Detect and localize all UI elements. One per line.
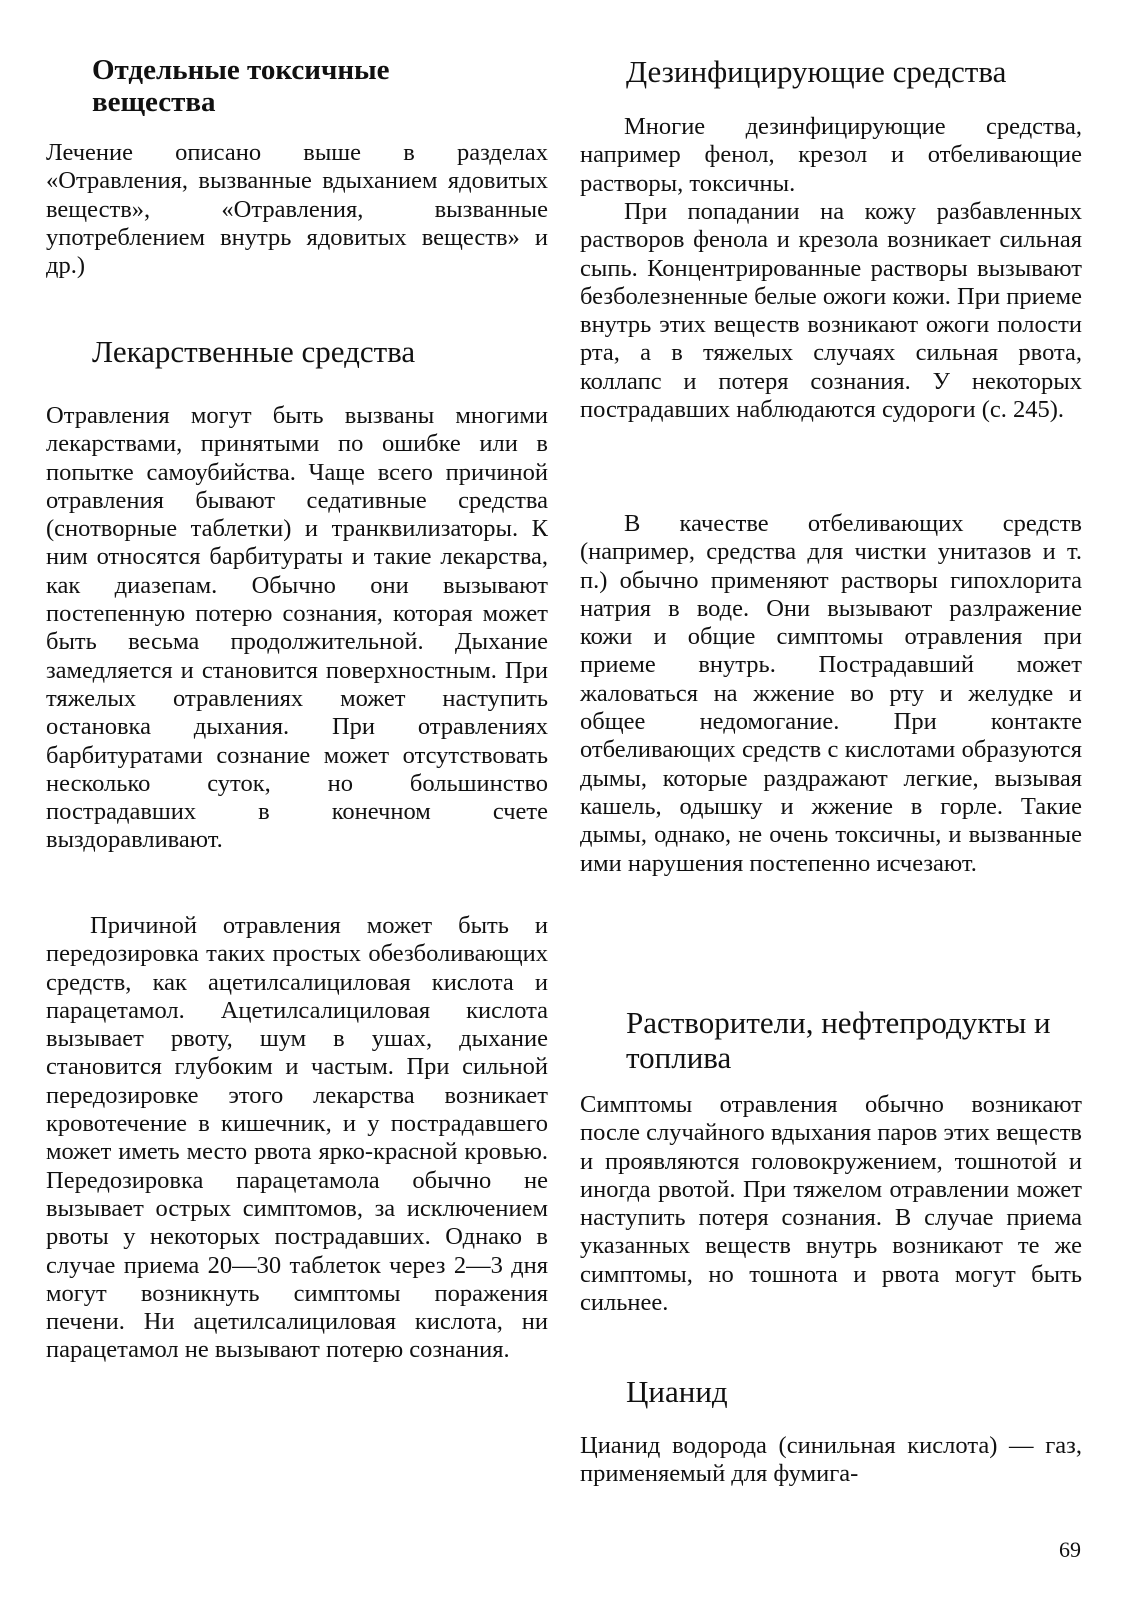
heading-disinfectants: Дезинфицирующие средства [626,54,1007,89]
heading-drugs: Лекарственные средства [92,334,416,369]
paragraph-drugs-2: Причиной отравления может быть и передозировка таких простых обезболивающих средств, как ацетилсалициловая кислота и парацетамол. Ацетилсалициловая кислота вызывает рвоту, шум в ушах, дыхание становится глубоким и частым. При сильной передозировке этого лекарства возникает кровотечение в кишечник, и у пострадавшего может иметь место рвота ярко-красной кровью. Передозировка парацетамола обычно не вызывает острых симптомов, за исключением рвоты у некоторых пострадавших. Однако в случае приема 20—30 таблеток через 2—3 дня могут возникнуть симптомы поражения печени. Ни ацетилсалициловая кислота, ни парацетамол не вызывают потерю сознания. [46,912,548,1364]
heading-cyanide: Цианид [626,1374,728,1409]
paragraph-cyanide: Цианид водорода (синильная кислота) — газ, применяемый для фумига- [580,1432,1082,1488]
paragraph-disinfectants-1: Многие дезинфицирующие средства, например фенол, крезол и отбеливающие растворы, токсичны. [580,113,1082,197]
heading-toxic-substances: Отдельные токсичные вещества [92,54,390,118]
paragraph-drugs-1: Отравления могут быть вызваны многими лекарствами, принятыми по ошибке или в попытке самоубийства. Чаще всего причиной отравления бывают седативные средства (снотворные таблетки) и транквилизаторы. К ним относятся барбитураты и такие лекарства, как диазепам. Обычно они вызывают постепенную потерю сознания, которая может быть весьма продолжительной. Дыхание замедляется и становится поверхностным. При тяжелых отравлениях может наступить остановка дыхания. При отравлениях барбитуратами сознание может отсутствовать несколько суток, но большинство пострадавших в конечном счете выздоравливают. [46,402,548,854]
paragraph-disinfectants-3: В качестве отбеливающих средств (например, средства для чистки унитазов и т. п.) обычно применяют растворы гипохлорита натрия в воде. Они вызывают разлражение кожи и общие симптомы отравления при приеме внутрь. Пострадавший может жаловаться на жжение во рту и желудке и общее недомогание. При контакте отбеливающих средств с кислотами образуются дымы, которые раздражают легкие, вызывая кашель, одышку и жжение в горле. Такие дымы, однако, не очень токсичны, и вызванные ими нарушения постепенно исчезают. [580,510,1082,877]
page-number: 69 [1059,1537,1081,1562]
paragraph-toxic-intro: Лечение описано выше в разделах «Отравления, вызванные вдыханием ядовитых веществ», «Отравления, вызванные употреблением внутрь ядовитых веществ» и др.) [46,139,548,280]
heading-solvents: Растворители, нефтепродукты и топлива [626,1005,1051,1075]
paragraph-solvents: Симптомы отравления обычно возникают после случайного вдыхания паров этих веществ и проявляются головокружением, тошнотой и иногда рвотой. При тяжелом отравлении может наступить потеря сознания. В случае приема указанных веществ внутрь возникают те же симптомы, но тошнота и рвота могут быть сильнее. [580,1091,1082,1317]
paragraph-disinfectants-2: При попадании на кожу разбавленных растворов фенола и крезола возникает сильная сыпь. Концентрированные растворы вызывают безболезненные белые ожоги кожи. При приеме внутрь этих веществ возникают ожоги полости рта, а в тяжелых случаях сильная рвота, коллапс и потеря сознания. У некоторых пострадавших наблюдаются судороги (с. 245). [580,198,1082,424]
